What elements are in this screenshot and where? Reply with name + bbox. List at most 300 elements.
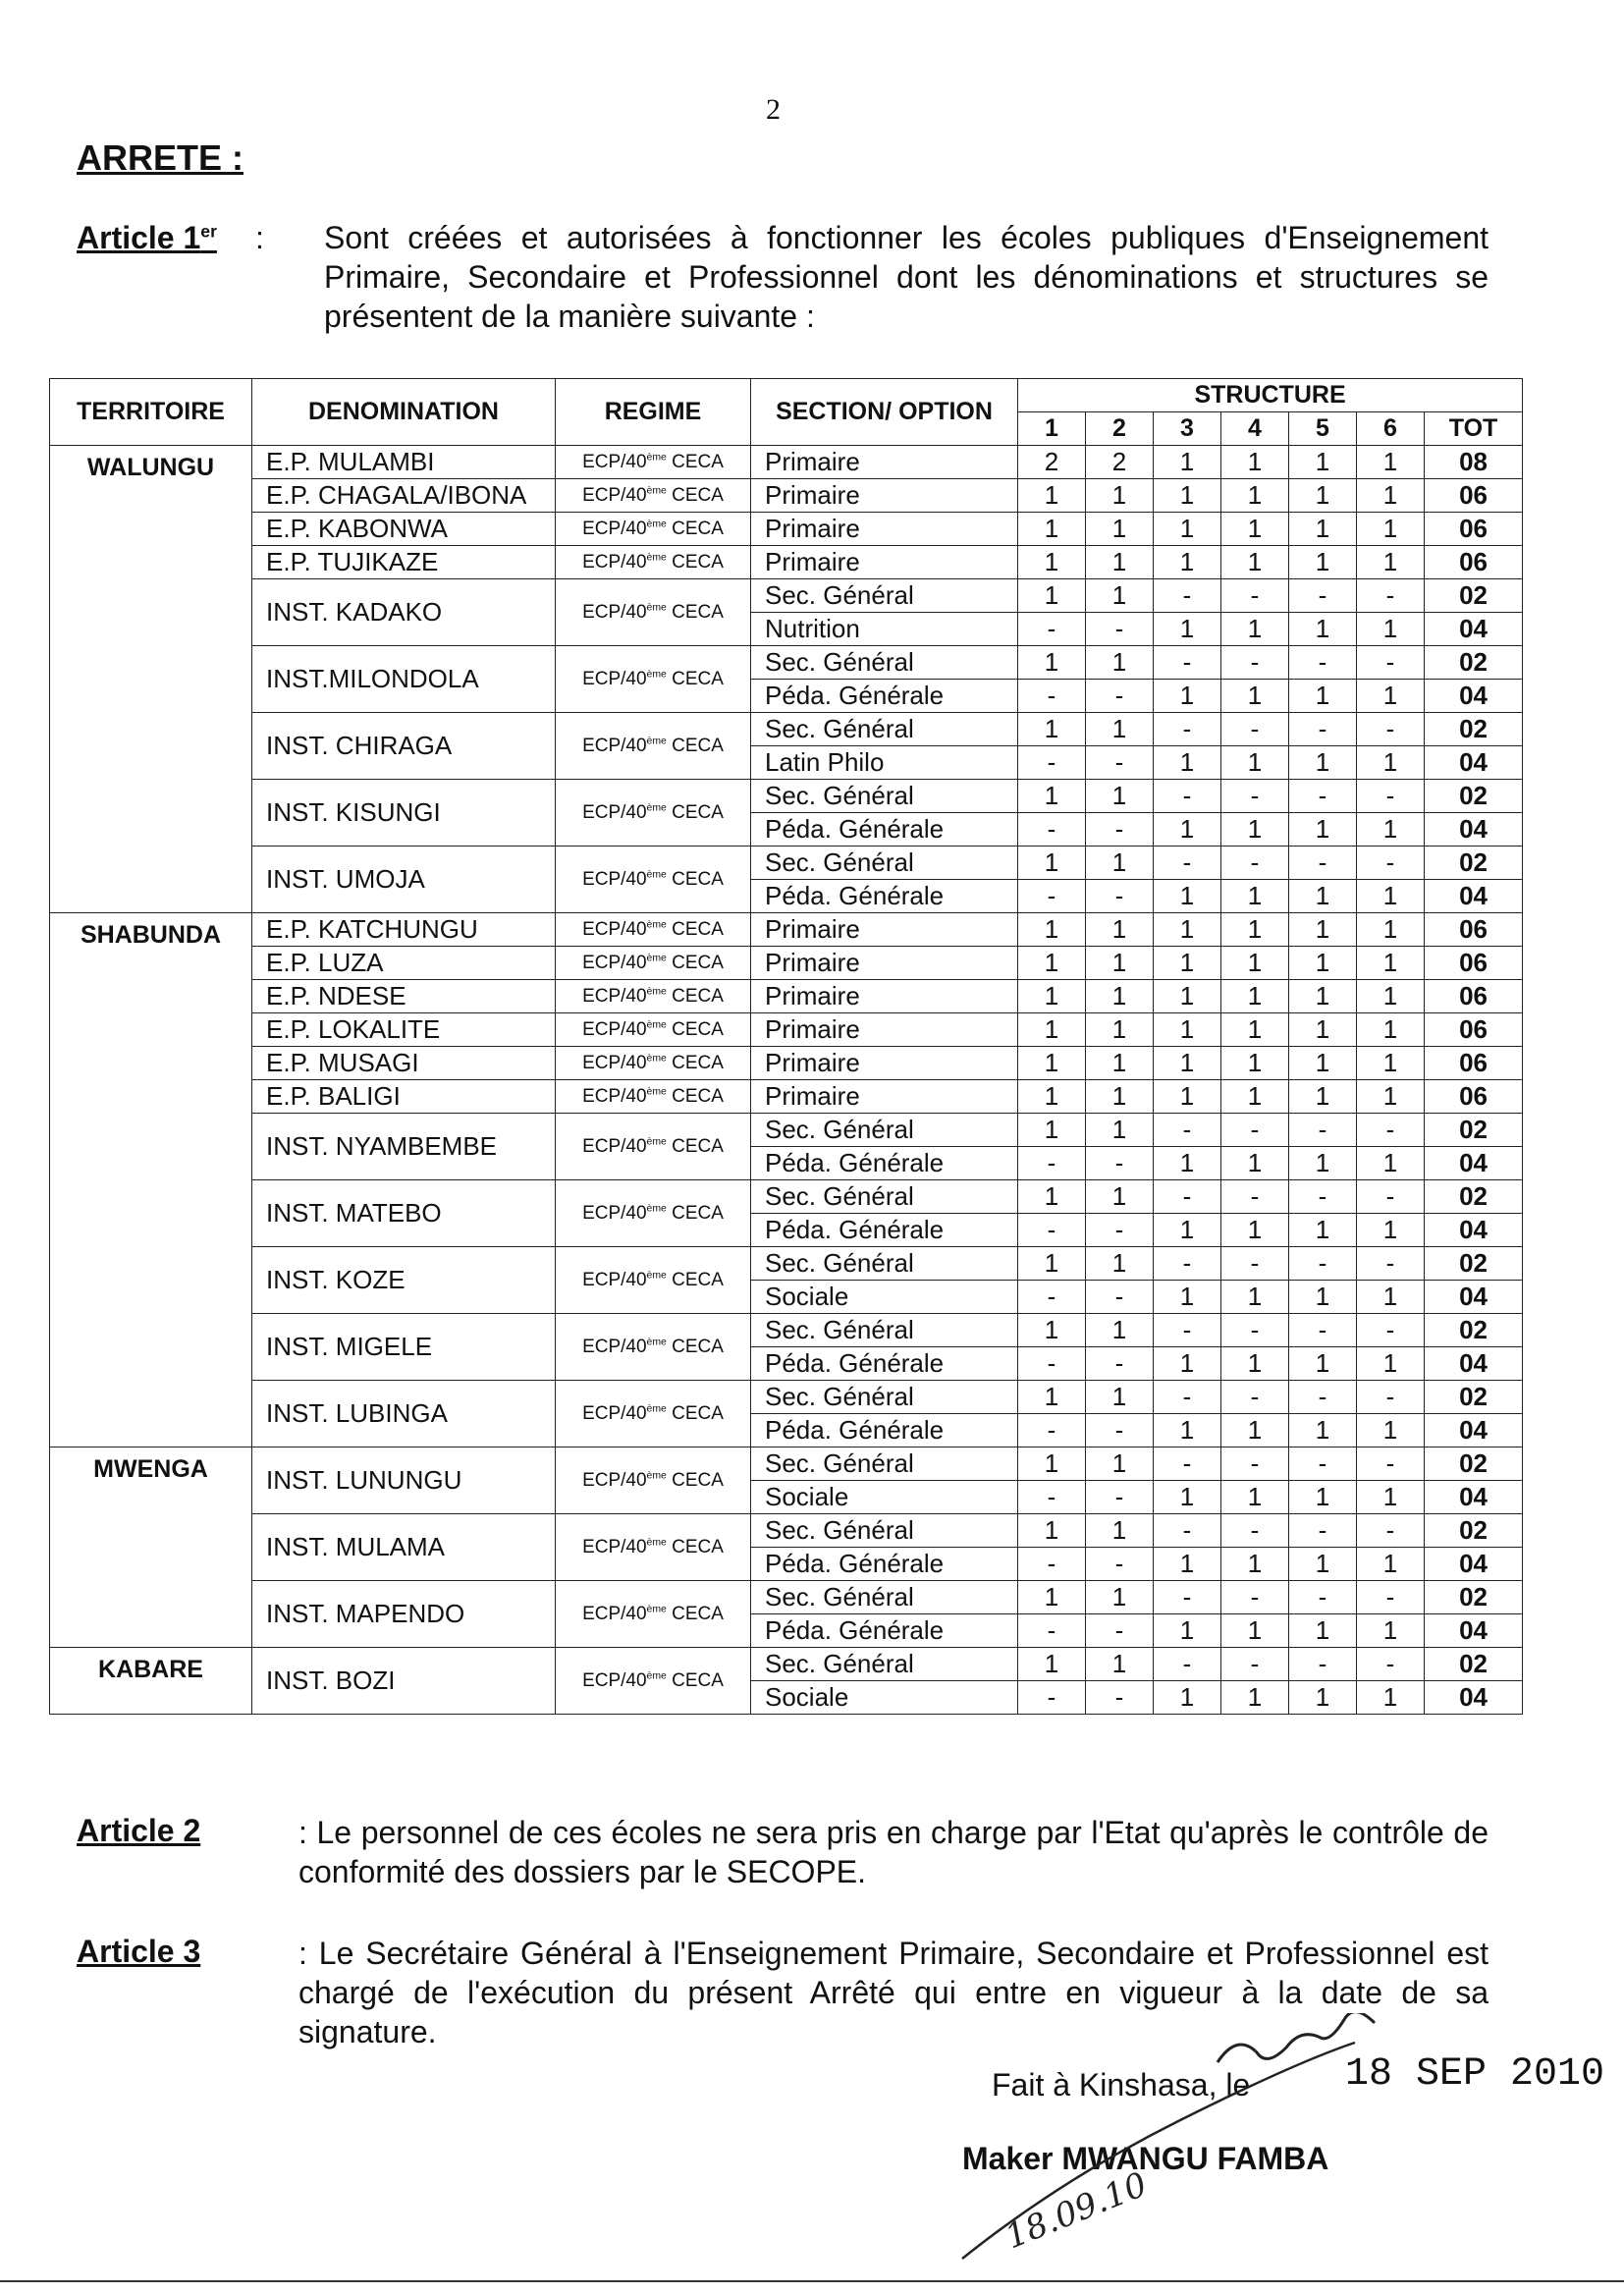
year-2-count: - bbox=[1086, 1614, 1154, 1648]
regime-prefix: ECP/40 bbox=[582, 1018, 647, 1040]
year-3-count: - bbox=[1154, 646, 1221, 680]
place-date: Fait à Kinshasa, le bbox=[992, 2067, 1251, 2103]
regime-cell bbox=[556, 980, 751, 1013]
school-name: INST. KADAKO bbox=[252, 579, 556, 646]
table-row bbox=[50, 546, 1523, 579]
regime-sup: ème bbox=[646, 1270, 667, 1282]
year-4-count: 1 bbox=[1221, 479, 1289, 513]
header-year-6: 6 bbox=[1357, 412, 1425, 446]
regime-cell bbox=[556, 1180, 751, 1247]
year-5-count: - bbox=[1289, 780, 1357, 813]
school-name: INST. MAPENDO bbox=[252, 1581, 556, 1648]
section-option: Primaire bbox=[751, 546, 1018, 579]
year-4-count: 1 bbox=[1221, 813, 1289, 847]
regime-prefix: ECP/40 bbox=[582, 1202, 647, 1224]
year-3-count: 1 bbox=[1154, 947, 1221, 980]
year-4-count: 1 bbox=[1221, 680, 1289, 713]
year-4-count: 1 bbox=[1221, 546, 1289, 579]
total-count: 06 bbox=[1425, 546, 1523, 579]
section-option: Sec. Général bbox=[751, 1447, 1018, 1481]
section-option: Latin Philo bbox=[751, 746, 1018, 780]
school-name: E.P. BALIGI bbox=[252, 1080, 556, 1114]
section-option: Péda. Générale bbox=[751, 1147, 1018, 1180]
year-6-count: 1 bbox=[1357, 1047, 1425, 1080]
regime-cell bbox=[556, 713, 751, 780]
year-1-count: 1 bbox=[1018, 1381, 1086, 1414]
article-1-label bbox=[77, 220, 217, 256]
year-2-count: - bbox=[1086, 1548, 1154, 1581]
year-1-count: 1 bbox=[1018, 1080, 1086, 1114]
total-count: 04 bbox=[1425, 1147, 1523, 1180]
table-body bbox=[50, 446, 1523, 1715]
year-1-count: 1 bbox=[1018, 1047, 1086, 1080]
year-2-count: 1 bbox=[1086, 579, 1154, 613]
regime-sup: ème bbox=[646, 1019, 667, 1031]
year-6-count: 1 bbox=[1357, 513, 1425, 546]
year-3-count: 1 bbox=[1154, 813, 1221, 847]
article-3-text: : Le Secrétaire Général à l'Enseignement Primaire, Secondaire et Professionnel est chargé de l'exécution du présent Arrêté qui entre en vigueur à la date de sa signature. bbox=[298, 1936, 1489, 2049]
year-5-count: - bbox=[1289, 1247, 1357, 1281]
regime-prefix: ECP/40 bbox=[582, 1469, 647, 1491]
year-4-count: - bbox=[1221, 1180, 1289, 1214]
schools-table bbox=[49, 378, 1523, 1715]
regime-sup: ème bbox=[646, 1053, 667, 1065]
year-1-count: 1 bbox=[1018, 579, 1086, 613]
school-name: INST. CHIRAGA bbox=[252, 713, 556, 780]
year-6-count: 1 bbox=[1357, 1147, 1425, 1180]
regime-cell bbox=[556, 479, 751, 513]
article-1-label-sup: er bbox=[200, 221, 217, 242]
header-year-3: 3 bbox=[1154, 412, 1221, 446]
article-2-text: : Le personnel de ces écoles ne sera pris en charge par l'Etat qu'après le contrôle de conformité des dossiers par le SECOPE. bbox=[298, 1815, 1489, 1889]
year-3-count: - bbox=[1154, 579, 1221, 613]
year-5-count: 1 bbox=[1289, 1481, 1357, 1514]
year-6-count: 1 bbox=[1357, 1013, 1425, 1047]
regime-cell bbox=[556, 1447, 751, 1514]
regime-sup: ème bbox=[646, 953, 667, 964]
year-5-count: 1 bbox=[1289, 1281, 1357, 1314]
school-name: INST. MATEBO bbox=[252, 1180, 556, 1247]
regime-suffix: CECA bbox=[666, 918, 724, 940]
regime-cell bbox=[556, 1013, 751, 1047]
year-1-count: 1 bbox=[1018, 1013, 1086, 1047]
section-option: Primaire bbox=[751, 513, 1018, 546]
year-4-count: 1 bbox=[1221, 947, 1289, 980]
regime-sup: ème bbox=[646, 1670, 667, 1682]
year-4-count: - bbox=[1221, 780, 1289, 813]
year-3-count: 1 bbox=[1154, 1214, 1221, 1247]
regime-sup: ème bbox=[646, 802, 667, 814]
year-1-count: 1 bbox=[1018, 1581, 1086, 1614]
year-3-count: 1 bbox=[1154, 880, 1221, 913]
total-count: 06 bbox=[1425, 913, 1523, 947]
year-3-count: 1 bbox=[1154, 1681, 1221, 1715]
table-row bbox=[50, 1180, 1523, 1214]
section-option: Sec. Général bbox=[751, 1381, 1018, 1414]
total-count: 02 bbox=[1425, 780, 1523, 813]
year-5-count: 1 bbox=[1289, 1013, 1357, 1047]
header-year-1: 1 bbox=[1018, 412, 1086, 446]
year-3-count: 1 bbox=[1154, 479, 1221, 513]
total-count: 04 bbox=[1425, 813, 1523, 847]
regime-sup: ème bbox=[646, 669, 667, 681]
school-name: INST. MIGELE bbox=[252, 1314, 556, 1381]
regime-sup: ème bbox=[646, 1086, 667, 1098]
date-stamp: 18 SEP 2010 bbox=[1345, 2052, 1605, 2097]
article-3-label: Article 3 bbox=[77, 1934, 201, 1969]
year-4-count: 1 bbox=[1221, 1681, 1289, 1715]
regime-cell bbox=[556, 1080, 751, 1114]
year-6-count: - bbox=[1357, 1581, 1425, 1614]
section-option: Sec. Général bbox=[751, 1648, 1018, 1681]
section-option: Primaire bbox=[751, 980, 1018, 1013]
signatory-name: Maker MWANGU FAMBA bbox=[962, 2141, 1329, 2176]
year-2-count: 1 bbox=[1086, 646, 1154, 680]
article-1-colon: : bbox=[255, 220, 264, 255]
regime-suffix: CECA bbox=[666, 952, 724, 973]
year-6-count: 1 bbox=[1357, 1080, 1425, 1114]
regime-cell bbox=[556, 780, 751, 847]
year-2-count: - bbox=[1086, 1281, 1154, 1314]
regime-suffix: CECA bbox=[666, 1402, 724, 1424]
section-option: Sec. Général bbox=[751, 1180, 1018, 1214]
section-option: Sec. Général bbox=[751, 847, 1018, 880]
territory-cell bbox=[50, 1447, 252, 1648]
year-2-count: 1 bbox=[1086, 1047, 1154, 1080]
year-2-count: - bbox=[1086, 680, 1154, 713]
regime-prefix: ECP/40 bbox=[582, 1536, 647, 1557]
regime-sup: ème bbox=[646, 1403, 667, 1415]
year-6-count: 1 bbox=[1357, 1548, 1425, 1581]
year-6-count: - bbox=[1357, 1514, 1425, 1548]
regime-prefix: ECP/40 bbox=[582, 668, 647, 689]
year-2-count: 1 bbox=[1086, 947, 1154, 980]
year-3-count: 1 bbox=[1154, 1047, 1221, 1080]
table-row bbox=[50, 1514, 1523, 1548]
year-5-count: 1 bbox=[1289, 813, 1357, 847]
section-option: Sec. Général bbox=[751, 1314, 1018, 1347]
decree-heading: ARRETE : bbox=[77, 137, 244, 178]
year-5-count: - bbox=[1289, 1114, 1357, 1147]
year-6-count: - bbox=[1357, 1447, 1425, 1481]
year-1-count: 1 bbox=[1018, 980, 1086, 1013]
regime-sup: ème bbox=[646, 452, 667, 464]
school-name: E.P. MUSAGI bbox=[252, 1047, 556, 1080]
year-6-count: - bbox=[1357, 847, 1425, 880]
regime-suffix: CECA bbox=[666, 1269, 724, 1290]
header-regime: REGIME bbox=[556, 379, 751, 446]
year-1-count: - bbox=[1018, 1548, 1086, 1581]
total-count: 06 bbox=[1425, 947, 1523, 980]
regime-prefix: ECP/40 bbox=[582, 551, 647, 573]
regime-suffix: CECA bbox=[666, 1336, 724, 1357]
year-5-count: 1 bbox=[1289, 479, 1357, 513]
regime-sup: ème bbox=[646, 1136, 667, 1148]
year-4-count: 1 bbox=[1221, 1414, 1289, 1447]
year-5-count: - bbox=[1289, 646, 1357, 680]
table-row bbox=[50, 847, 1523, 880]
year-2-count: 1 bbox=[1086, 1180, 1154, 1214]
table-row bbox=[50, 479, 1523, 513]
section-option: Primaire bbox=[751, 913, 1018, 947]
school-name: INST. BOZI bbox=[252, 1648, 556, 1715]
regime-cell bbox=[556, 947, 751, 980]
year-5-count: 1 bbox=[1289, 1414, 1357, 1447]
total-count: 02 bbox=[1425, 1648, 1523, 1681]
regime-prefix: ECP/40 bbox=[582, 1052, 647, 1073]
regime-suffix: CECA bbox=[666, 735, 724, 756]
year-1-count: 1 bbox=[1018, 479, 1086, 513]
section-option: Sec. Général bbox=[751, 780, 1018, 813]
school-name: E.P. LOKALITE bbox=[252, 1013, 556, 1047]
year-4-count: 1 bbox=[1221, 1013, 1289, 1047]
school-name: E.P. CHAGALA/IBONA bbox=[252, 479, 556, 513]
regime-suffix: CECA bbox=[666, 801, 724, 823]
year-3-count: 1 bbox=[1154, 1614, 1221, 1648]
year-5-count: 1 bbox=[1289, 546, 1357, 579]
year-3-count: 1 bbox=[1154, 913, 1221, 947]
year-3-count: 1 bbox=[1154, 1548, 1221, 1581]
year-1-count: 1 bbox=[1018, 513, 1086, 546]
year-2-count: 1 bbox=[1086, 1013, 1154, 1047]
year-1-count: 1 bbox=[1018, 713, 1086, 746]
total-count: 04 bbox=[1425, 680, 1523, 713]
regime-prefix: ECP/40 bbox=[582, 601, 647, 623]
total-count: 04 bbox=[1425, 1347, 1523, 1381]
year-4-count: 1 bbox=[1221, 613, 1289, 646]
regime-prefix: ECP/40 bbox=[582, 1085, 647, 1107]
school-name: INST. LUBINGA bbox=[252, 1381, 556, 1447]
year-3-count: - bbox=[1154, 1581, 1221, 1614]
year-4-count: 1 bbox=[1221, 1548, 1289, 1581]
school-name: INST. KOZE bbox=[252, 1247, 556, 1314]
total-count: 02 bbox=[1425, 1581, 1523, 1614]
article-1-label-text: Article 1 bbox=[77, 220, 201, 255]
year-4-count: 1 bbox=[1221, 513, 1289, 546]
year-6-count: 1 bbox=[1357, 980, 1425, 1013]
year-6-count: 1 bbox=[1357, 446, 1425, 479]
regime-sup: ème bbox=[646, 485, 667, 497]
year-4-count: 1 bbox=[1221, 1147, 1289, 1180]
regime-suffix: CECA bbox=[666, 1202, 724, 1224]
territory-cell bbox=[50, 1648, 252, 1715]
total-count: 04 bbox=[1425, 1681, 1523, 1715]
year-1-count: 1 bbox=[1018, 1114, 1086, 1147]
header-year-5: 5 bbox=[1289, 412, 1357, 446]
table-row bbox=[50, 513, 1523, 546]
year-1-count: 1 bbox=[1018, 1514, 1086, 1548]
year-1-count: 1 bbox=[1018, 1314, 1086, 1347]
total-count: 06 bbox=[1425, 479, 1523, 513]
school-name: INST. UMOJA bbox=[252, 847, 556, 913]
header-total: TOT bbox=[1425, 412, 1523, 446]
year-3-count: - bbox=[1154, 713, 1221, 746]
header-structure: STRUCTURE bbox=[1018, 379, 1523, 412]
regime-prefix: ECP/40 bbox=[582, 952, 647, 973]
year-4-count: 1 bbox=[1221, 1481, 1289, 1514]
year-5-count: 1 bbox=[1289, 1548, 1357, 1581]
year-2-count: 1 bbox=[1086, 913, 1154, 947]
regime-suffix: CECA bbox=[666, 601, 724, 623]
table-row bbox=[50, 1013, 1523, 1047]
regime-sup: ème bbox=[646, 919, 667, 931]
year-4-count: - bbox=[1221, 646, 1289, 680]
regime-sup: ème bbox=[646, 1337, 667, 1348]
year-6-count: - bbox=[1357, 1314, 1425, 1347]
header-year-2: 2 bbox=[1086, 412, 1154, 446]
year-2-count: 1 bbox=[1086, 847, 1154, 880]
school-name: E.P. KABONWA bbox=[252, 513, 556, 546]
school-name: INST. LUNUNGU bbox=[252, 1447, 556, 1514]
total-count: 02 bbox=[1425, 1514, 1523, 1548]
year-5-count: - bbox=[1289, 1648, 1357, 1681]
year-2-count: 1 bbox=[1086, 546, 1154, 579]
total-count: 04 bbox=[1425, 1414, 1523, 1447]
regime-suffix: CECA bbox=[666, 1603, 724, 1624]
total-count: 04 bbox=[1425, 613, 1523, 646]
year-1-count: - bbox=[1018, 813, 1086, 847]
year-3-count: - bbox=[1154, 1648, 1221, 1681]
regime-sup: ème bbox=[646, 1604, 667, 1615]
handwritten-date: 18.09.10 bbox=[1000, 2164, 1153, 2258]
section-option: Primaire bbox=[751, 947, 1018, 980]
table-row bbox=[50, 1381, 1523, 1414]
regime-cell bbox=[556, 913, 751, 947]
regime-prefix: ECP/40 bbox=[582, 918, 647, 940]
section-option: Péda. Générale bbox=[751, 1414, 1018, 1447]
school-name: E.P. LUZA bbox=[252, 947, 556, 980]
school-name: E.P. TUJIKAZE bbox=[252, 546, 556, 579]
year-6-count: - bbox=[1357, 780, 1425, 813]
year-5-count: 1 bbox=[1289, 1080, 1357, 1114]
year-4-count: - bbox=[1221, 713, 1289, 746]
section-option: Sec. Général bbox=[751, 1247, 1018, 1281]
regime-sup: ème bbox=[646, 552, 667, 564]
year-3-count: 1 bbox=[1154, 1080, 1221, 1114]
year-5-count: 1 bbox=[1289, 680, 1357, 713]
regime-cell bbox=[556, 446, 751, 479]
year-1-count: - bbox=[1018, 1614, 1086, 1648]
section-option: Péda. Générale bbox=[751, 880, 1018, 913]
year-1-count: 1 bbox=[1018, 1648, 1086, 1681]
section-option: Primaire bbox=[751, 1080, 1018, 1114]
year-6-count: 1 bbox=[1357, 813, 1425, 847]
territory-name: MWENGA bbox=[93, 1455, 208, 1483]
year-3-count: - bbox=[1154, 1447, 1221, 1481]
year-4-count: - bbox=[1221, 1247, 1289, 1281]
year-5-count: - bbox=[1289, 847, 1357, 880]
school-name: INST. MULAMA bbox=[252, 1514, 556, 1581]
regime-sup: ème bbox=[646, 986, 667, 998]
table-row bbox=[50, 780, 1523, 813]
regime-cell bbox=[556, 579, 751, 646]
year-3-count: 1 bbox=[1154, 1147, 1221, 1180]
year-2-count: 1 bbox=[1086, 780, 1154, 813]
year-6-count: 1 bbox=[1357, 1281, 1425, 1314]
regime-sup: ème bbox=[646, 736, 667, 747]
section-option: Péda. Générale bbox=[751, 1214, 1018, 1247]
year-4-count: 1 bbox=[1221, 746, 1289, 780]
regime-suffix: CECA bbox=[666, 1085, 724, 1107]
regime-prefix: ECP/40 bbox=[582, 1669, 647, 1691]
regime-suffix: CECA bbox=[666, 1018, 724, 1040]
year-1-count: 1 bbox=[1018, 1247, 1086, 1281]
regime-suffix: CECA bbox=[666, 1135, 724, 1157]
year-3-count: 1 bbox=[1154, 446, 1221, 479]
total-count: 02 bbox=[1425, 1381, 1523, 1414]
school-name: E.P. MULAMBI bbox=[252, 446, 556, 479]
section-option: Sec. Général bbox=[751, 1114, 1018, 1147]
section-option: Sec. Général bbox=[751, 1514, 1018, 1548]
year-3-count: 1 bbox=[1154, 613, 1221, 646]
table-row bbox=[50, 1047, 1523, 1080]
school-name: INST. NYAMBEMBE bbox=[252, 1114, 556, 1180]
regime-cell bbox=[556, 1247, 751, 1314]
total-count: 02 bbox=[1425, 1447, 1523, 1481]
year-2-count: - bbox=[1086, 1147, 1154, 1180]
total-count: 06 bbox=[1425, 1047, 1523, 1080]
year-6-count: 1 bbox=[1357, 1614, 1425, 1648]
regime-suffix: CECA bbox=[666, 484, 724, 506]
regime-suffix: CECA bbox=[666, 451, 724, 472]
section-option: Primaire bbox=[751, 1013, 1018, 1047]
regime-prefix: ECP/40 bbox=[582, 518, 647, 539]
year-4-count: 1 bbox=[1221, 1281, 1289, 1314]
territory-cell bbox=[50, 913, 252, 1447]
section-option: Sociale bbox=[751, 1281, 1018, 1314]
regime-sup: ème bbox=[646, 1537, 667, 1549]
year-3-count: 1 bbox=[1154, 1414, 1221, 1447]
year-6-count: - bbox=[1357, 1114, 1425, 1147]
year-5-count: 1 bbox=[1289, 613, 1357, 646]
regime-cell bbox=[556, 546, 751, 579]
total-count: 08 bbox=[1425, 446, 1523, 479]
year-3-count: - bbox=[1154, 1514, 1221, 1548]
year-1-count: - bbox=[1018, 1214, 1086, 1247]
year-5-count: - bbox=[1289, 1581, 1357, 1614]
page-bottom-rule bbox=[0, 2280, 1624, 2282]
year-5-count: 1 bbox=[1289, 746, 1357, 780]
year-2-count: - bbox=[1086, 1347, 1154, 1381]
regime-prefix: ECP/40 bbox=[582, 1603, 647, 1624]
year-4-count: - bbox=[1221, 847, 1289, 880]
year-3-count: - bbox=[1154, 847, 1221, 880]
regime-suffix: CECA bbox=[666, 668, 724, 689]
year-4-count: 1 bbox=[1221, 1080, 1289, 1114]
regime-suffix: CECA bbox=[666, 551, 724, 573]
regime-prefix: ECP/40 bbox=[582, 735, 647, 756]
school-name: INST. KISUNGI bbox=[252, 780, 556, 847]
table-row bbox=[50, 947, 1523, 980]
year-5-count: 1 bbox=[1289, 513, 1357, 546]
year-5-count: 1 bbox=[1289, 947, 1357, 980]
total-count: 02 bbox=[1425, 1314, 1523, 1347]
regime-suffix: CECA bbox=[666, 518, 724, 539]
regime-suffix: CECA bbox=[666, 1469, 724, 1491]
year-2-count: - bbox=[1086, 1414, 1154, 1447]
section-option: Péda. Générale bbox=[751, 1548, 1018, 1581]
year-6-count: 1 bbox=[1357, 1414, 1425, 1447]
year-1-count: - bbox=[1018, 1281, 1086, 1314]
table-row bbox=[50, 579, 1523, 613]
table-row bbox=[50, 1447, 1523, 1481]
year-5-count: - bbox=[1289, 1381, 1357, 1414]
year-1-count: - bbox=[1018, 1481, 1086, 1514]
year-4-count: 1 bbox=[1221, 1047, 1289, 1080]
regime-suffix: CECA bbox=[666, 1536, 724, 1557]
year-5-count: 1 bbox=[1289, 980, 1357, 1013]
year-3-count: 1 bbox=[1154, 1013, 1221, 1047]
